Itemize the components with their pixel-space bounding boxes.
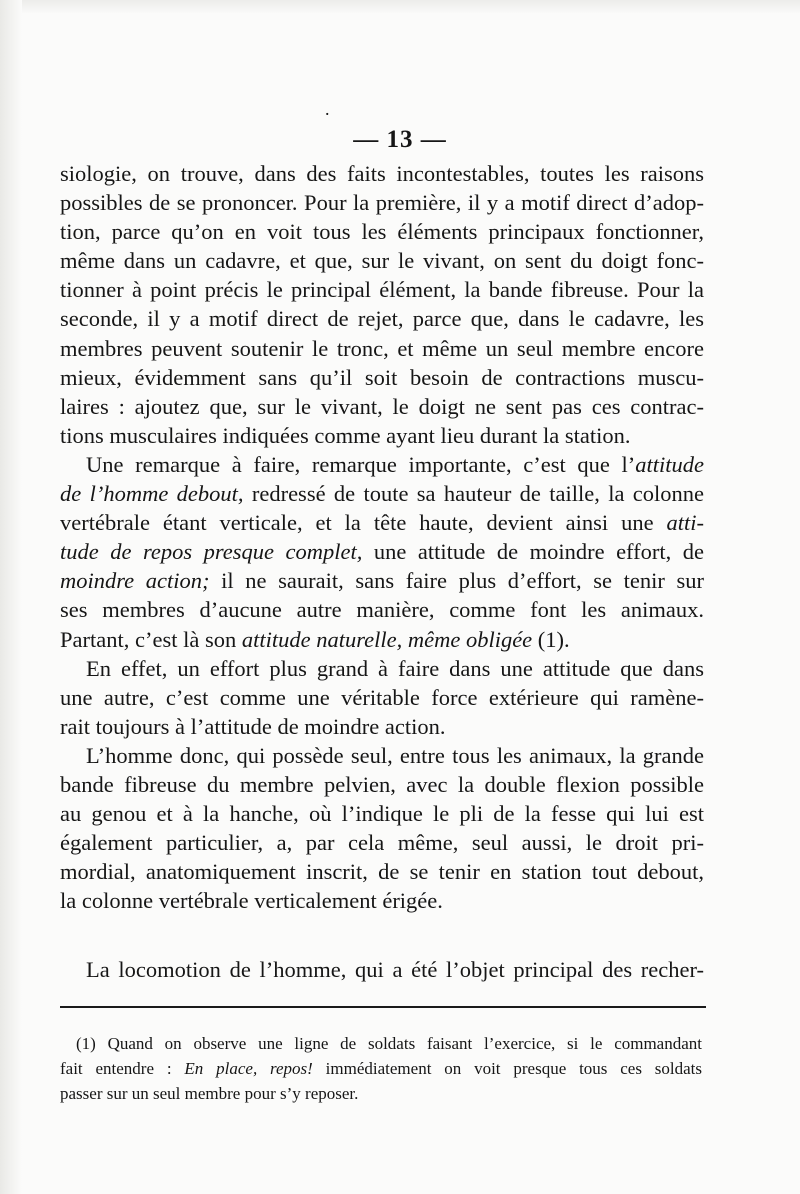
footnote <box>60 1031 702 1106</box>
line-text: immédiatement on voit presque tous ces soldats <box>312 1059 702 1078</box>
body-line: La locomotion de l’homme, qui a été l’objet principal des recher- <box>86 957 704 983</box>
body-line: membres peuvent soutenir le tronc, et même un seul membre encore <box>60 335 704 361</box>
body-line <box>60 479 704 508</box>
footnote-line: (1) Quand on observe une ligne de soldats faisant l’exercice, si le commandant <box>76 1034 702 1053</box>
italic-text: attitude <box>635 451 704 477</box>
body-line <box>60 625 704 654</box>
line-text: vertébrale étant verticale, et la tête haute, devient ainsi une <box>60 510 667 536</box>
body-line: au genou et à la hanche, où l’indique le pli de la fesse qui lui est <box>60 801 704 827</box>
body-line: tion, parce qu’on en voit tous les éléments principaux fonctionner, <box>60 219 704 245</box>
page-edge-shadow-left <box>0 0 22 1194</box>
body-text <box>60 159 704 985</box>
line-text: fait entendre : <box>60 1059 185 1078</box>
body-line: la colonne vertébrale verticalement érigée. <box>60 888 443 914</box>
stray-mark: . <box>325 99 330 119</box>
body-line <box>60 566 704 595</box>
body-line: siologie, on trouve, dans des faits incontestables, toutes les raisons <box>60 161 704 186</box>
body-line: L’homme donc, qui possède seul, entre tous les animaux, la grande <box>86 742 704 768</box>
body-line: une autre, c’est comme une véritable force extérieure qui ramène- <box>60 684 704 710</box>
italic-text: En place, repos! <box>184 1059 313 1078</box>
body-line: laires : ajoutez que, sur le vivant, le doigt ne sent pas ces contrac- <box>60 393 704 419</box>
body-line: bande fibreuse du membre pelvien, avec la double flexion possible <box>60 771 704 797</box>
body-line: tionner à point précis le principal élément, la bande fibreuse. Pour la <box>60 277 704 303</box>
footnote-divider <box>60 1006 706 1008</box>
body-line: également particulier, a, par cela même, seul aussi, le droit pri- <box>60 830 704 856</box>
line-text: il ne saurait, sans faire plus d’effort, se tenir sur <box>209 568 704 594</box>
body-line: mordial, anatomiquement inscrit, de se tenir en station tout debout, <box>60 859 704 885</box>
italic-text: tude de repos presque complet, <box>60 539 363 565</box>
footnote-line: passer sur un seul membre pour s’y reposer. <box>60 1084 359 1103</box>
line-text: (1). <box>532 626 570 652</box>
body-line: même dans un cadavre, et que, sur le vivant, on sent du doigt fonc- <box>60 248 704 274</box>
line-text: Partant, c’est là son <box>60 626 242 652</box>
body-line: ses membres d’aucune autre manière, comme font les animaux. <box>60 597 704 623</box>
italic-text: moindre action; <box>60 568 210 594</box>
body-line: possibles de se prononcer. Pour la première, il y a motif direct d’adop- <box>60 190 704 216</box>
line-text: Une remarque à faire, remarque importante, c’est que l’ <box>86 451 636 477</box>
body-line: mieux, évidemment sans qu’il soit besoin de contractions muscu- <box>60 364 704 390</box>
body-line: tions musculaires indiquées comme ayant lieu durant la station. <box>60 422 631 448</box>
line-text: redressé de toute sa hauteur de taille, la colonne <box>243 481 704 507</box>
italic-text: attitude naturelle, même obligée <box>241 626 533 652</box>
page-edge-shadow-top <box>0 0 800 14</box>
page-number: — 13 — <box>353 126 447 153</box>
footnote-line <box>60 1056 702 1081</box>
italic-text: de l’homme debout, <box>60 481 244 507</box>
body-line: seconde, il y a motif direct de rejet, parce que, dans le cadavre, les <box>60 306 704 332</box>
body-line <box>60 508 704 537</box>
italic-text: atti- <box>666 510 704 536</box>
body-line: En effet, un effort plus grand à faire dans une attitude que dans <box>86 655 704 681</box>
body-line <box>60 450 704 479</box>
body-line <box>60 537 704 566</box>
line-text: une attitude de moindre effort, de <box>362 539 704 565</box>
body-line: rait toujours à l’attitude de moindre action. <box>60 713 446 739</box>
